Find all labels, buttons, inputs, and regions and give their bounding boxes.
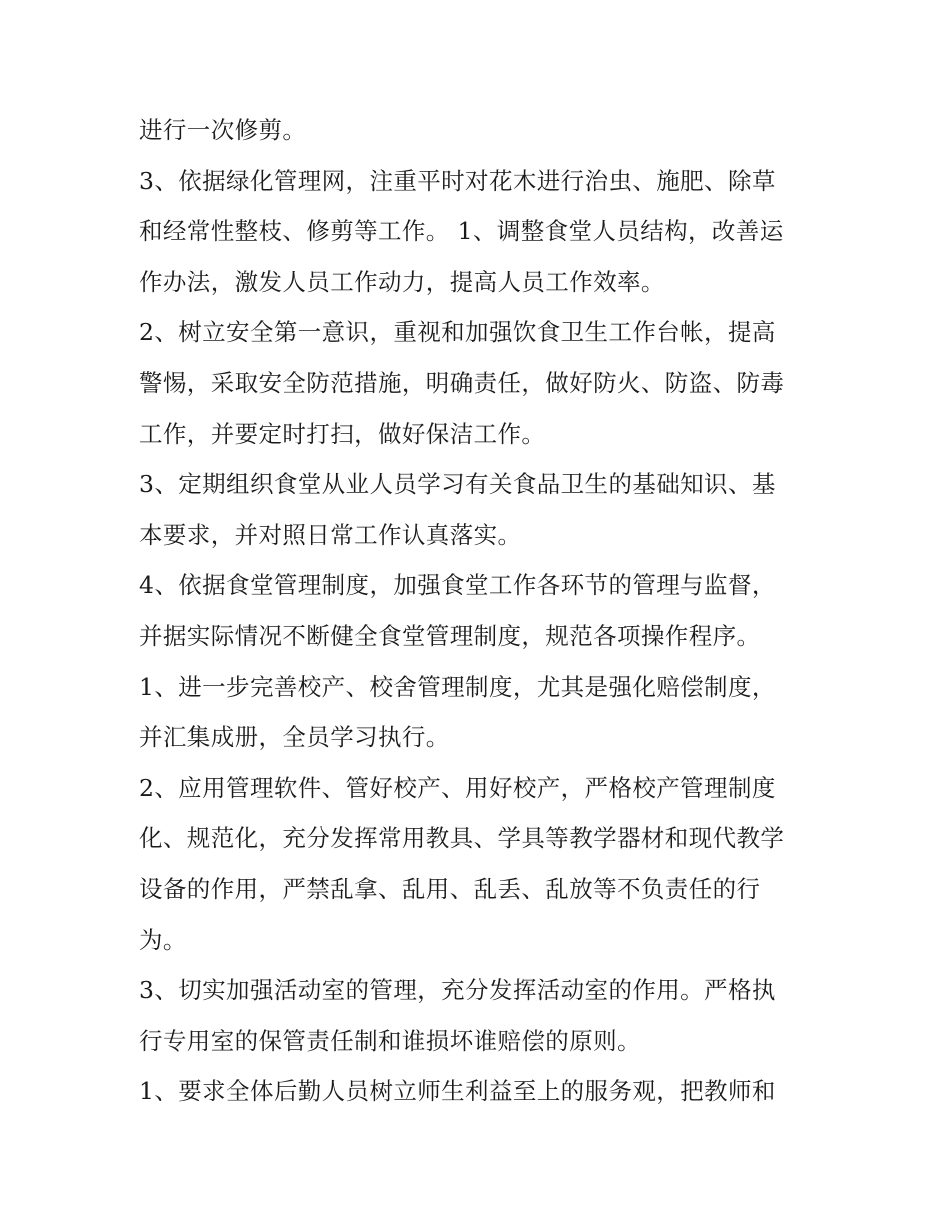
- text-line: 警惕，采取安全防范措施，明确责任，做好防火、防盗、防毒: [139, 368, 785, 397]
- text-line: 3、切实加强活动室的管理，充分发挥活动室的作用。严格执: [139, 976, 776, 1005]
- text-line: 并据实际情况不断健全食堂管理制度，规范各项操作程序。: [139, 621, 761, 650]
- text-line: 2、应用管理软件、管好校产、用好校产，严格校产管理制度: [139, 773, 776, 802]
- text-line: 2、树立安全第一意识，重视和加强饮食卫生工作台帐，提高: [139, 318, 776, 347]
- text-line: 行专用室的保管责任制和谁损坏谁赔偿的原则。: [139, 1026, 641, 1055]
- text-line: 1、要求全体后勤人员树立师生利益至上的服务观，把教师和: [139, 1077, 776, 1106]
- text-line: 并汇集成册，全员学习执行。: [139, 723, 450, 752]
- text-line: 本要求，并对照日常工作认真落实。: [139, 520, 522, 549]
- text-line: 3、依据绿化管理网，注重平时对花木进行治虫、施肥、除草: [139, 166, 776, 195]
- text-line: 3、定期组织食堂从业人员学习有关食品卫生的基础知识、基: [139, 470, 776, 499]
- text-line: 化、规范化，充分发挥常用教具、学具等教学器材和现代教学: [139, 824, 785, 853]
- text-line: 1、进一步完善校产、校舍管理制度，尤其是强化赔偿制度，: [139, 672, 776, 701]
- document-body: [139, 105, 819, 1117]
- text-line: 作办法，激发人员工作动力，提高人员工作效率。: [139, 267, 665, 296]
- text-line: 和经常性整枝、修剪等工作。 1、调整食堂人员结构，改善运: [139, 217, 784, 246]
- text-line: 进行一次修剪。: [139, 116, 307, 144]
- text-line: 设备的作用，严禁乱拿、乱用、乱丢、乱放等不负责任的行: [139, 874, 761, 903]
- text-line: 为。: [139, 925, 187, 954]
- text-line: 工作，并要定时打扫，做好保洁工作。: [139, 419, 546, 448]
- text-line: 4、依据食堂管理制度，加强食堂工作各环节的管理与监督，: [139, 571, 776, 600]
